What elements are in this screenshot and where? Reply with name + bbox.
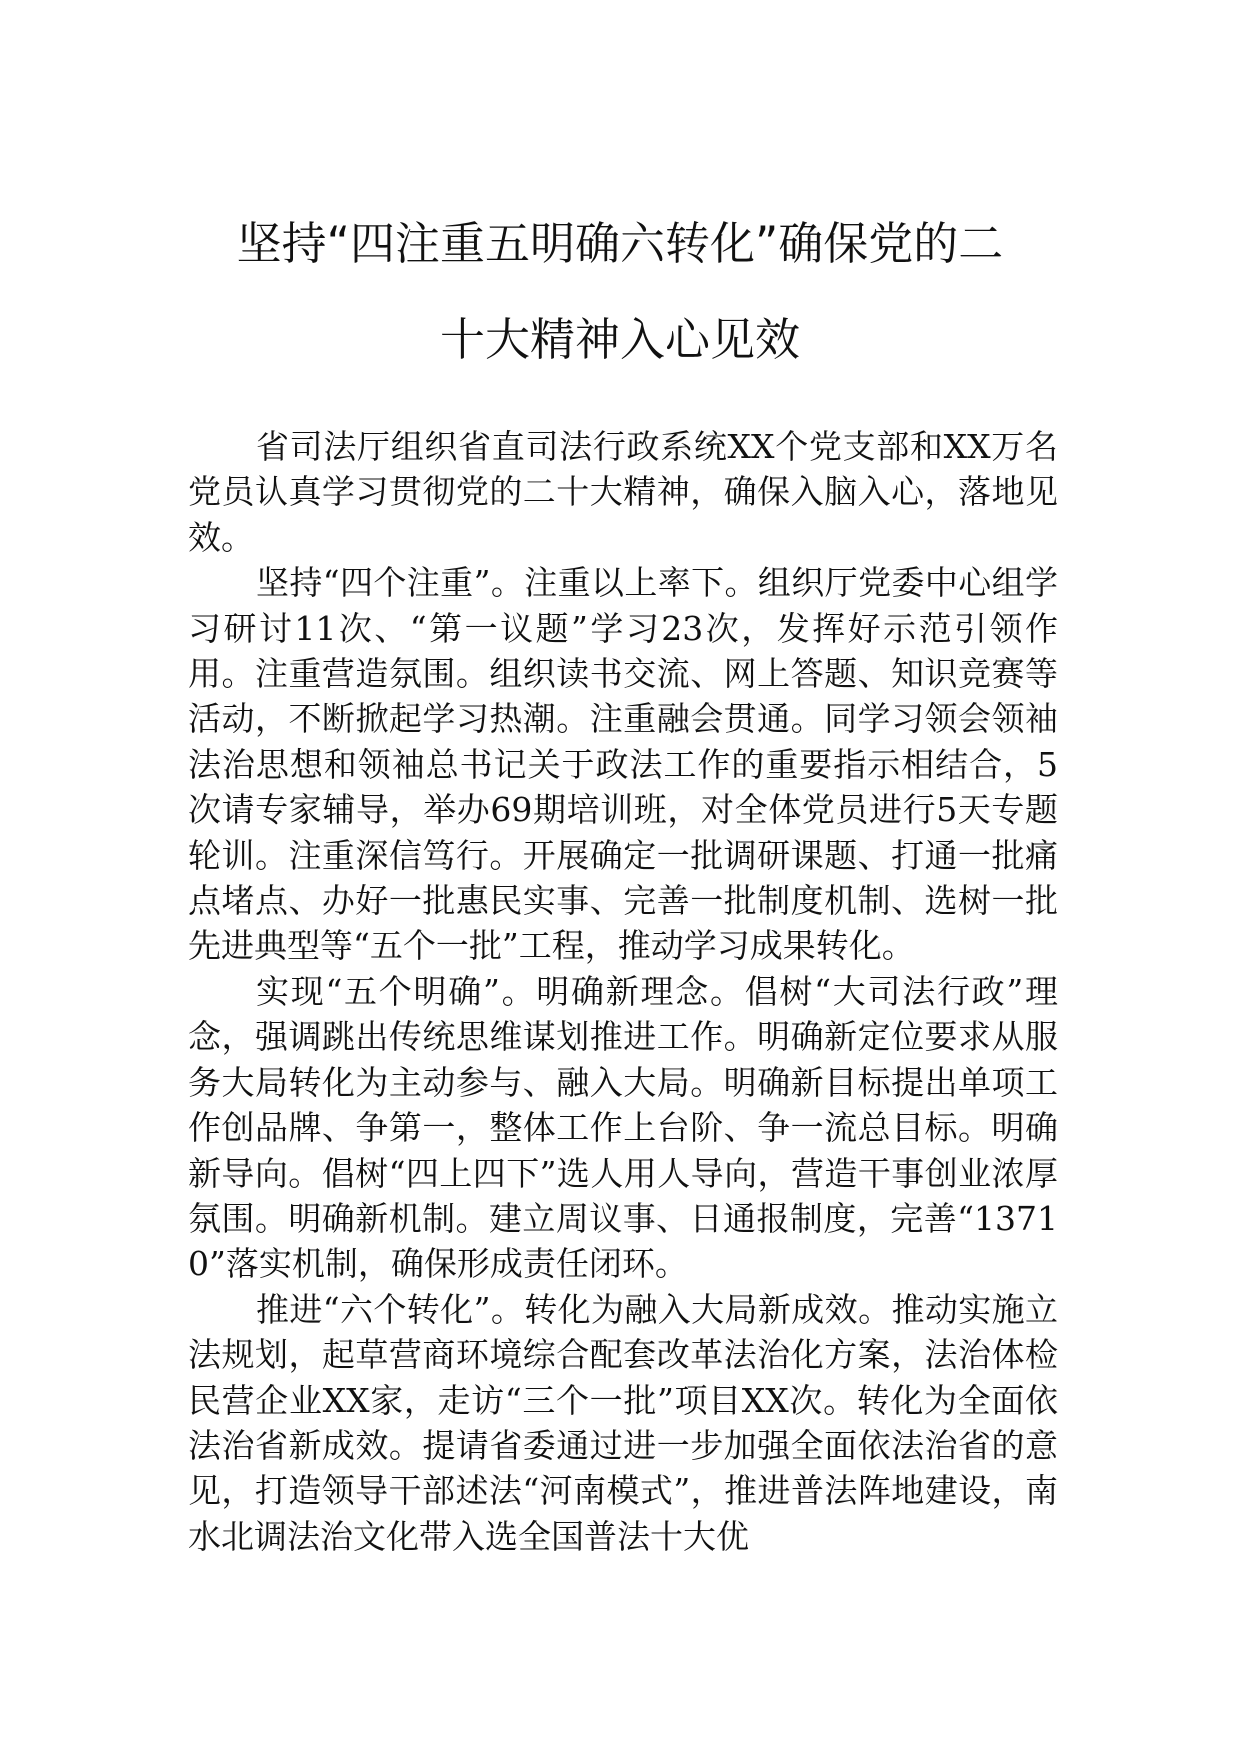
title-line-1: 坚持“四注重五明确六转化”确保党的二 [236,217,1004,270]
paragraph-intro: 省司法厅组织省直司法行政系统XX个党支部和XX万名党员认真学习贯彻党的二十大精神，确保入脑入心，落地见效。 [188,427,1058,557]
title-line-2: 十大精神入心见效 [439,313,800,366]
paragraph-five-clarities: 实现“五个明确”。明确新理念。倡树“大司法行政”理念，强调跳出传统思维谋划推进工作。明确新定位要求从服务大局转化为主动参与、融入大局。明确新目标提出单项工作创品牌、争第一，整体工作上台阶、争一流总目标。明确新导向。倡树“四上四下”选人用人导向，营造干事创业浓厚氛围。明确新机制。建立周议事、日通报制度，完善“13710”落实机制，确保形成责任闭环。 [188,971,1058,1284]
document-body [188,424,1058,1559]
paragraph-four-emphases: 坚持“四个注重”。注重以上率下。组织厅党委中心组学习研讨11次、“第一议题”学习23次，发挥好示范引领作用。注重营造氛围。组织读书交流、网上答题、知识竞赛等活动，不断掀起学习热潮。注重融会贯通。同学习领会领袖法治思想和领袖总书记关于政法工作的重要指示相结合，5次请专家辅导，举办69期培训班，对全体党员进行5天专题轮训。注重深信笃行。开展确定一批调研课题、打通一批痛点堵点、办好一批惠民实事、完善一批制度机制、选树一批先进典型等“五个一批”工程，推动学习成果转化。 [188,563,1058,966]
document-title [170,196,1070,388]
paragraph-six-transformations: 推进“六个转化”。转化为融入大局新成效。推动实施立法规划，起草营商环境综合配套改革法治化方案，法治体检民营企业XX家，走访“三个一批”项目XX次。转化为全面依法治省新成效。提请省委通过进一步加强全面依法治省的意见，打造领导干部述法“河南模式”，推进普法阵地建设，南水北调法治文化带入选全国普法十大优 [188,1289,1058,1556]
